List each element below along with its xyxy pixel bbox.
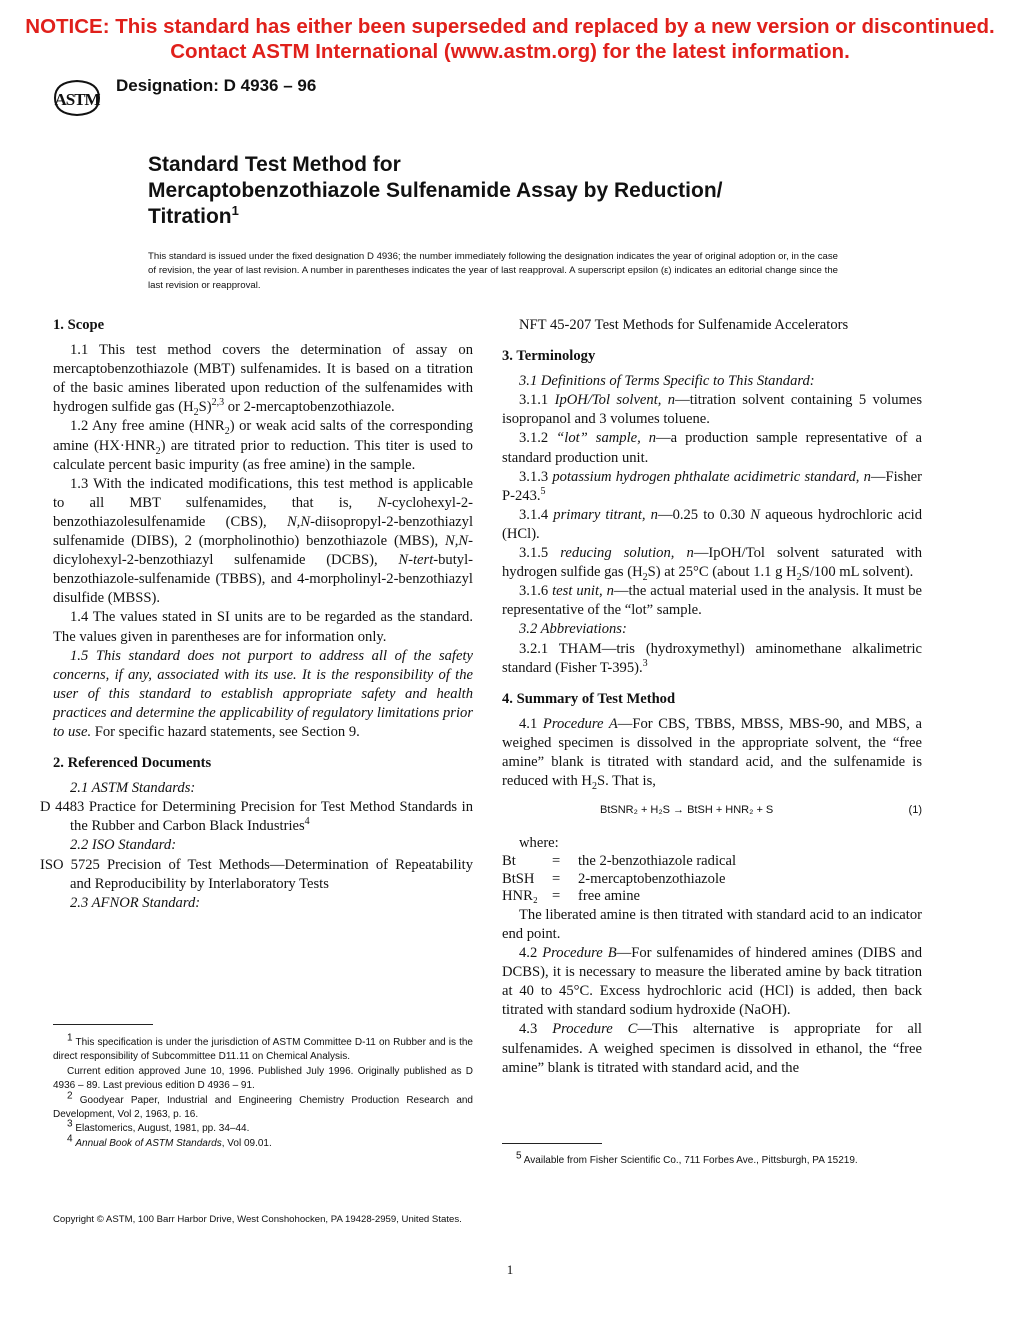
- copyright: Copyright © ASTM, 100 Barr Harbor Drive, West Conshohocken, PA 19428-2959, United States.: [53, 1214, 462, 1225]
- reference-nft45207: NFT 45-207 Test Methods for Sulfenamide Accelerators: [519, 317, 849, 333]
- notice-line-2: Contact ASTM International (www.astm.org) for the latest information.: [170, 40, 850, 63]
- para-3-1-2: 3.1.2 “lot” sample, n—a production sample representative of a standard production unit.: [502, 430, 922, 466]
- footnote-rule-right: [502, 1143, 602, 1144]
- equation-number: (1): [908, 804, 922, 817]
- para-3-1-3: 3.1.3 potassium hydrogen phthalate acidimetric standard, n—Fisher P-243.$^5$: [502, 468, 922, 504]
- para-4-1: 4.1 Procedure A—For CBS, TBBS, MBSS, MBS-90, and MBS, a weighed specimen is dissolved in the appropriate solvent, the “free amine” blank is titrated with standard acid, and the sulfenamide is reduced with $H_2S$. That is,: [502, 715, 923, 792]
- para-3-1-1: 3.1.1 IpOH/Tol solvent, n—titration solvent containing 5 volumes isopropanol and 3 volumes toluene.: [502, 392, 922, 428]
- para-1-1: 1.1 This test method covers the determination of assay on mercaptobenzothiazole (MBT) sulfenamides. It is based on a titration of the basic amines liberated upon reduction of the sulfenamides with hydrogen sulfide gas $(H_2S)^{2,3}$ or 2-mercaptobenzothiazole.: [53, 342, 473, 419]
- reference-iso5725: ISO 5725 Precision of Test Methods—Determination of Repeatability and Reproducibility by Interlaboratory Tests: [40, 856, 473, 892]
- svg-text:ASTM: ASTM: [54, 90, 100, 109]
- title-line-2: Mercaptobenzothiazole Sulfenamide Assay by Reduction/: [148, 179, 723, 202]
- para-4-2: 4.2 Procedure B—For sulfenamides of hindered amines (DIBS and DCBS), it is necessary to measure the liberated amine by back titration at 40 to 45°C. Excess hydrochloric acid (HCl) is added, then back titrated with standard sodium hydroxide (NaOH).: [502, 945, 923, 1019]
- para-1-4: 1.4 The values stated in SI units are to be regarded as the standard. The values given in parentheses are for information only.: [53, 609, 473, 645]
- section-4-heading: 4. Summary of Test Method: [502, 690, 676, 707]
- title-line-3: Titration: [148, 205, 232, 228]
- definition-row: Bt = the 2-benzothiazole radical: [502, 853, 737, 870]
- astm-logo: [52, 78, 102, 118]
- page-number: 1: [506, 1262, 514, 1277]
- title-footnote-mark: 1: [231, 203, 239, 218]
- para-2-1: 2.1 ASTM Standards:: [70, 780, 196, 797]
- para-3-1-4: 3.1.4 primary titrant, n—0.25 to 0.30 N aqueous hydrochloric acid (HCl).: [502, 506, 923, 542]
- footnote-4: $^4$ Annual Book of ASTM Standards, Vol 09.01.: [67, 1133, 272, 1149]
- para-3-1-6: 3.1.6 test unit, n—the actual material used in the analysis. It must be representative of the “lot” sample.: [502, 583, 922, 619]
- footnote-1-edition: Current edition approved June 10, 1996. Published July 1996. Originally published as D 4936 – 89. Last previous edition D 4936 – 91.: [53, 1065, 473, 1092]
- definition-row: BtSH = 2-mercaptobenzothiazole: [502, 870, 726, 887]
- section-1-heading: 1. Scope: [53, 317, 105, 333]
- equation-text: BtSNR₂ + H₂S → BtSH + HNR₂ + S: [600, 804, 774, 817]
- footnotes-left: [53, 1032, 473, 1151]
- notice-line-1: NOTICE: This standard has either been superseded and replaced by a new version or discontinued.: [25, 15, 995, 38]
- right-column: [502, 316, 922, 1078]
- para-1-5: 1.5 This standard does not purport to address all of the safety concerns, if any, associated with its use. It is the responsibility of the user of this standard to establish appropriate safety and health practices and determine the applicability of regulatory limitations prior to use. For specific hazard statements, see Section 9.: [53, 647, 473, 740]
- para-3-2: 3.2 Abbreviations:: [519, 621, 627, 638]
- symbol-definitions: [502, 853, 742, 906]
- title-line-1: Standard Test Method for: [148, 153, 401, 176]
- para-3-1-5: 3.1.5 reducing solution, n—IpOH/Tol solvent saturated with hydrogen sulfide gas $(H_2S)$ at 25°C (about 1.1 g $H_2S/100$ mL solvent).: [502, 545, 923, 584]
- footnote-1: $^1$ This specification is under the jurisdiction of ASTM Committee D-11 on Rubber and is the direct responsibility of Subcommittee D11.11 on Chemical Analysis.: [53, 1032, 473, 1063]
- footnote-5: $^5$ Available from Fisher Scientific Co., 711 Forbes Ave., Pittsburgh, PA 15219.: [516, 1150, 858, 1166]
- footnotes-right: [502, 1150, 922, 1168]
- para-2-3: 2.3 AFNOR Standard:: [70, 894, 201, 911]
- para-3-1: 3.1 Definitions of Terms Specific to This Standard:: [519, 373, 815, 390]
- para-3-2-1: 3.2.1 THAM—tris (hydroxymethyl) aminomethane alkalimetric standard (Fisher T-395).$^3$: [502, 640, 922, 676]
- para-4-1-cont: The liberated amine is then titrated with standard acid to an indicator end point.: [502, 906, 922, 942]
- para-1-2: 1.2 Any free amine $(HNR_2)$ or weak acid salts of the corresponding amine $(HX\cdot HNR_2)$ are titrated prior to reduction. This titer is used to calculate percent basic impurity (as free amine) in the sample.: [53, 418, 473, 473]
- section-2-heading: 2. Referenced Documents: [53, 755, 212, 772]
- designation: Designation: D 4936 – 96: [116, 76, 317, 95]
- footnote-2: $^2$ Goodyear Paper, Industrial and Engineering Chemistry Production Research and Development, Vol 2, 1963, p. 16.: [53, 1090, 473, 1121]
- para-1-3: 1.3 With the indicated modifications, this test method is applicable to all MBT sulfenamides, that is, N-cyclohexyl-2-benzothiazolesulfenamide (CBS), N,N-diisopropyl-2-benzothiazyl sulfenamide (DIBS), 2 (morpholinothio) benzothiazole (MBS), N,N-dicylohexyl-2-benzothiazyl sulfenamide (DCBS), N-tert-butyl-benzothiazole-sulfenamide (TBBS), and 4-morpholinyl-2-benzothiazyl disulfide (MBSS).: [53, 475, 473, 607]
- reference-d4483: D 4483 Practice for Determining Precision for Test Method Standards in the Rubber and Carbon Black Industries$^4$: [40, 799, 473, 835]
- where-label: where:: [519, 835, 559, 852]
- equation-1: [502, 801, 922, 820]
- footnote-rule-left: [53, 1024, 153, 1025]
- left-column: [40, 316, 473, 913]
- definition-row: HNR₂ = free amine: [502, 888, 640, 905]
- para-4-3: 4.3 Procedure C—This alternative is appropriate for all sulfenamides. A weighed specimen is dissolved in ethanol, the “free amine” blank is titrated with standard acid, and the: [502, 1021, 922, 1076]
- section-3-heading: 3. Terminology: [502, 348, 596, 365]
- footnote-3: $^3$ Elastomerics, August, 1981, pp. 34–44.: [67, 1119, 250, 1135]
- para-2-2: 2.2 ISO Standard:: [70, 837, 177, 854]
- document-title: [148, 152, 848, 230]
- notice-banner: [0, 14, 1020, 64]
- preamble: This standard is issued under the fixed designation D 4936; the number immediately following the designation indicates the year of original adoption or, in the case of revision, the year of last revision. A number in parentheses indicates the year of last reapproval. A superscript epsilon (ε) indicates an editorial change since the last revision or reapproval.: [148, 251, 838, 291]
